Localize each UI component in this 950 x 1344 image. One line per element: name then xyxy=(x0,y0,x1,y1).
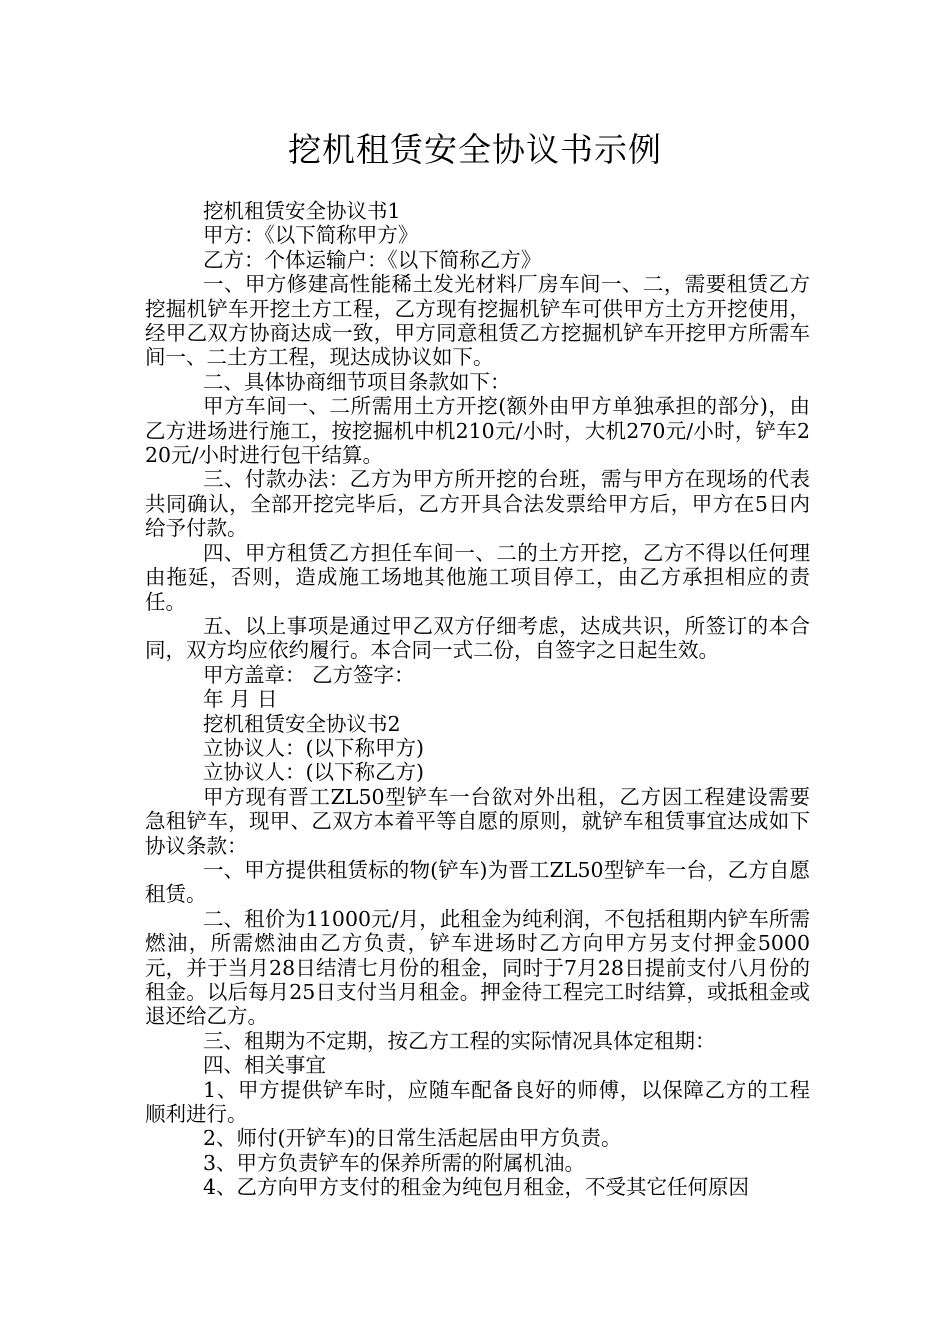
paragraph: 甲方车间一、二所需用土方开挖(额外由甲方单独承担的部分)，由乙方进场进行施工，按挖掘机中机210元/小时，大机270元/小时，铲车220元/小时进行包干结算。 xyxy=(145,394,810,468)
paragraph: 甲方：《以下简称甲方》 xyxy=(203,223,419,248)
paragraph: 一、甲方修建高性能稀土发光材料厂房车间一、二，需要租赁乙方挖掘机铲车开挖土方工程，乙方现有挖掘机铲车可供甲方土方开挖使用，经甲乙双方协商达成一致，甲方同意租赁乙方挖掘机铲车开挖甲方所需车间一、二土方工程，现达成协议如下。 xyxy=(145,272,810,370)
document-body xyxy=(145,199,810,1200)
paragraph: 1、甲方提供铲车时，应随车配备良好的师傅，以保障乙方的工程顺利进行。 xyxy=(145,1077,810,1127)
paragraph: 立协议人：(以下称乙方) xyxy=(203,760,424,785)
paragraph: 乙方：个体运输户：《以下简称乙方》 xyxy=(203,247,542,272)
document-title: 挖机租赁安全协议书示例 xyxy=(288,130,662,169)
paragraph: 甲方现有晋工ZL50型铲车一台欲对外出租，乙方因工程建设需要急租铲车，现甲、乙双方本着平等自愿的原则，就铲车租赁事宜达成如下协议条款： xyxy=(145,784,810,858)
paragraph: 二、租价为11000元/月，此租金为纯利润，不包括租期内铲车所需燃油，所需燃油由乙方负责，铲车进场时乙方向甲方另支付押金5000元，并于当月28日结清七月份的租金，同时于7月28日提前支付八月份的租金。以后每月25日支付当月租金。押金待工程完工时结算，或抵租金或退还给乙方。 xyxy=(145,906,810,1029)
paragraph: 挖机租赁安全协议书1 xyxy=(203,199,401,223)
paragraph: 挖机租赁安全协议书2 xyxy=(203,711,401,736)
paragraph: 甲方盖章： 乙方签字： xyxy=(203,662,415,687)
paragraph: 4、乙方向甲方支付的租金为纯包月租金，不受其它任何原因 xyxy=(203,1175,750,1200)
paragraph: 年 月 日 xyxy=(203,687,278,712)
paragraph: 立协议人：(以下称甲方) xyxy=(203,735,424,760)
paragraph: 三、租期为不定期，按乙方工程的实际情况具体定租期： xyxy=(203,1028,716,1053)
paragraph: 三、付款办法：乙方为甲方所开挖的台班，需与甲方在现场的代表共同确认，全部开挖完毕后，乙方开具合法发票给甲方后，甲方在5日内给予付款。 xyxy=(145,467,810,541)
paragraph: 一、甲方提供租赁标的物(铲车)为晋工ZL50型铲车一台，乙方自愿租赁。 xyxy=(145,857,810,907)
paragraph: 四、甲方租赁乙方担任车间一、二的土方开挖，乙方不得以任何理由拖延，否则，造成施工场地其他施工项目停工，由乙方承担相应的责任。 xyxy=(145,540,810,614)
paragraph: 3、甲方负责铲车的保养所需的附属机油。 xyxy=(203,1150,586,1175)
paragraph: 2、师付(开铲车)的日常生活起居由甲方负责。 xyxy=(203,1126,622,1151)
paragraph: 二、具体协商细节项目条款如下： xyxy=(203,369,511,394)
paragraph: 五、以上事项是通过甲乙双方仔细考虑，达成共识，所签订的本合同，双方均应依约履行。本合同一式二份，自签字之日起生效。 xyxy=(145,613,810,663)
paragraph: 四、相关事宜 xyxy=(203,1053,326,1078)
